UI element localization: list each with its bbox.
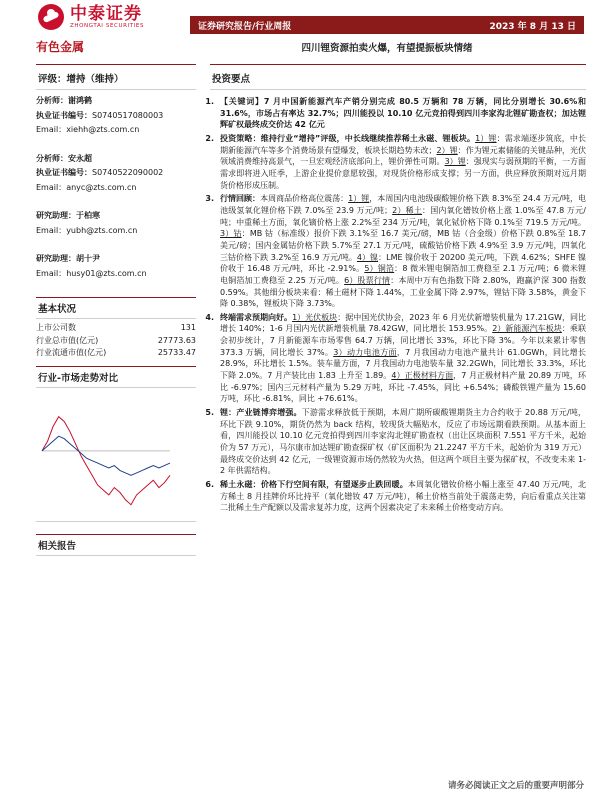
basic-status-value: 25733.47 bbox=[157, 348, 196, 357]
analyst-role: 分析师： bbox=[36, 153, 68, 163]
point-subheading: 4）正极材料方面 bbox=[391, 371, 454, 381]
point-subheading: 3）动力电池方面 bbox=[333, 347, 397, 357]
analyst-name: 安永超 bbox=[68, 153, 92, 163]
report-banner bbox=[190, 16, 584, 34]
basic-status-table bbox=[36, 319, 196, 360]
investment-point bbox=[202, 479, 586, 514]
analyst-cert-line bbox=[36, 166, 196, 181]
analyst-list bbox=[36, 90, 196, 291]
basic-status-label: 行业总市值(亿元) bbox=[36, 335, 99, 345]
sidebar bbox=[36, 64, 196, 556]
basic-status-title: 基本状况 bbox=[36, 297, 196, 319]
analyst-spacer bbox=[36, 195, 196, 205]
point-text bbox=[220, 193, 586, 310]
analyst-cert-number: S0740517080003 bbox=[92, 110, 164, 120]
market-trend-chart bbox=[36, 394, 196, 522]
point-number: 3. bbox=[205, 194, 214, 204]
point-number: 1. bbox=[205, 97, 214, 106]
point-bold-text: 终端需求预期向好。 bbox=[220, 312, 293, 322]
point-number: 5. bbox=[205, 408, 214, 418]
analyst-cert-number: S0740522090002 bbox=[92, 168, 164, 177]
investment-point bbox=[202, 193, 586, 310]
analyst-cert-label: 执业证书编号： bbox=[36, 110, 92, 120]
trend-series-line-1 bbox=[42, 416, 170, 504]
basic-status-label: 行业流通市值(亿元) bbox=[36, 348, 107, 357]
point-number: 2. bbox=[205, 133, 214, 143]
point-subheading: 2）新能源汽车板块 bbox=[492, 324, 562, 334]
basic-status-row bbox=[36, 347, 196, 360]
logo-name-en: ZHONGTAI SECURITIES bbox=[70, 22, 145, 29]
point-bold-text: 稀土永磁：价格下行空间有限，有望逐步止跌回暖。 bbox=[220, 480, 408, 489]
basic-status-value: 27773.63 bbox=[157, 335, 196, 345]
point-body-text: ：乘联会初步统计，7 月新能源车市场零售 64.7 万辆，同比增长 33%，环比下降 3%。今年以来累计零售 373.3 万辆，同比增长 37%。 bbox=[220, 324, 586, 357]
point-subheading: 5）铜箔 bbox=[364, 264, 395, 274]
related-reports-title: 相关报告 bbox=[36, 534, 196, 556]
point-subheading: 2）稀土 bbox=[392, 205, 423, 215]
point-subheading: 1）锂 bbox=[348, 194, 370, 204]
analyst-spacer bbox=[36, 238, 196, 248]
report-headline: 四川锂资源拍卖火爆，有望提振板块情绪 bbox=[301, 43, 473, 54]
point-subheading: 6）股票行情 bbox=[344, 275, 391, 285]
analyst-cert-line bbox=[36, 109, 196, 124]
basic-status-label: 上市公司数 bbox=[36, 323, 76, 332]
point-subheading: 4）镍 bbox=[356, 252, 379, 262]
analyst-cert-label: 执业证书编号： bbox=[36, 168, 92, 177]
investment-points-title: 投资要点 bbox=[210, 64, 586, 90]
point-body-text: 下游需求释放低于预期，本周广期所碳酸锂期货主力合约收于 20.88 万元/吨，环比下跌 9.10%，期货仍然为 back 结构，较现货大幅贴水，反应了市场远期看跌预期。从基本面上看，四川能投以 10.10 亿元竞拍得到四川李家沟北锂矿勘查权（出让区块面积 7.551 平方千米，起始价为 57 万元），马尔康市加达锂矿勘查探矿权（矿区面积为 21.2247 平方千米，起始价为 319 万元）最终成交价达到 42 亿元，一级锂资源市场仍然较为火热，但这两个项目主要为探矿权，不改变未来 1-2 年供需结构。 bbox=[220, 408, 586, 476]
point-subheading: 3）锂 bbox=[444, 157, 466, 167]
analyst-block bbox=[36, 205, 196, 238]
point-body-text: ：8 微米锂电铜箔加工费稳至 2.1 万元/吨；6 微米锂电铜箔加工费稳至 2.25 万元/吨。 bbox=[220, 264, 586, 285]
point-text bbox=[220, 479, 586, 514]
point-body-text: ：强现实与弱预期的平衡，一方面需求即将进入旺季，上游企业提价意愿较强，对现货价格形成支撑；另一方面，供应释放预期对远月期货价格形成压制。 bbox=[220, 157, 586, 190]
analyst-name-line bbox=[36, 209, 196, 224]
analyst-email: Email：husy01@zts.com.cn bbox=[36, 268, 147, 278]
disclaimer-footer: 请务必阅读正文之后的重要声明部分 bbox=[447, 781, 584, 791]
point-bold-text: 行情回顾： bbox=[220, 194, 261, 204]
investment-point bbox=[202, 133, 586, 191]
basic-status-value: 131 bbox=[180, 323, 196, 332]
analyst-name: 胡十尹 bbox=[76, 254, 100, 263]
analyst-block bbox=[36, 90, 196, 138]
point-body-text: ：LME 镍价收于 20200 美元/吨，下跌 4.62%；SHFE 镍价收于 16.48 万元/吨，环比 -2.91%。 bbox=[220, 252, 587, 274]
basic-status-row bbox=[36, 335, 196, 348]
point-bold-text: 锂：产业链博弈增强。 bbox=[220, 408, 302, 418]
analyst-spacer bbox=[36, 281, 196, 291]
point-body-text: ：MB 钴（标准级）报价下跌 3.1%至 16.7 美元/磅，MB 钴（合金级）价格下跌 0.8%至 18.7 美元/磅；国内金属钴价格下跌 5.7%至 27.1 万元/吨，硫酸钴价格下跌 4.9%至 3.9 万元/吨，四氧化三钴价格下跌 3.2%至 16.9 万元/吨。 bbox=[220, 229, 586, 262]
point-body-text: ，7 月正极材料产量 20.89 万吨，环比 -6.97%；国内三元材料产量为 5.29 万吨，环比 -7.45%，同比 +6.54%；磷酸铁锂产量为 15.60 万吨，环比 -6.81%，同比 +76.61%。 bbox=[220, 371, 586, 404]
analyst-email: Email：xiehh@zts.com.cn bbox=[36, 125, 140, 134]
sector-name: 有色金属 bbox=[36, 40, 85, 54]
analyst-spacer bbox=[36, 138, 196, 148]
point-subheading: 1）锂 bbox=[475, 133, 497, 143]
trend-chart-svg bbox=[36, 394, 196, 522]
point-text bbox=[220, 133, 586, 191]
report-date: 2023 年 8 月 13 日 bbox=[489, 21, 576, 32]
analyst-block bbox=[36, 148, 196, 196]
point-text bbox=[220, 312, 586, 405]
analyst-role: 研究助理： bbox=[36, 254, 76, 263]
point-body-text: ：需求端逐步筑底，中长期新能源汽车等多个消费场景有望爆发，板块长期趋势未改； bbox=[220, 133, 587, 155]
point-subheading: 3）钴 bbox=[220, 229, 242, 239]
point-body-text: ，7 月我国动力电池产量共计 61.0GWh，同比增长 28.9%，环比增长 1.5%。装车量方面，7 月我国动力电池装车量 32.2GWh，同比增长 33.3%，环比下降 2.0%。7 月产装比由 1.83 上升至 1.89。 bbox=[220, 347, 586, 381]
industry-rating: 评级：增持（维持） bbox=[36, 64, 196, 90]
analyst-role: 研究助理： bbox=[36, 211, 76, 220]
point-body-text: ，本周国内电池级碳酸锂价格下跌 8.3%至 24.4 万元/吨，电池级氢氧化锂价格下跌 7.0%至 23.9 万元/吨； bbox=[220, 194, 587, 215]
basic-status-row bbox=[36, 322, 196, 335]
logo-emblem-icon bbox=[38, 4, 64, 30]
point-subheading: 1）光伏板块 bbox=[292, 312, 338, 322]
point-bold-text: 投资策略：维持行业“增持”评级，中长线继续推荐稀土永磁、锂板块。 bbox=[220, 133, 476, 143]
market-trend-title: 行业-市场走势对比 bbox=[36, 366, 196, 388]
company-logo bbox=[38, 4, 144, 30]
point-bold-text: 【关键词】7 月中国新能源汽车产销分别完成 80.5 万辆和 78 万辆，同比分别增长 30.6%和 31.6%，市场占有率达 32.7%；四川能投以 10.10 亿元竞拍得到四川李家沟北锂矿勘查权；加达锂辉矿权最终成交价达 42 亿元 bbox=[220, 97, 586, 130]
investment-point bbox=[202, 312, 586, 405]
point-number: 4. bbox=[205, 312, 214, 322]
investment-points-list bbox=[202, 96, 586, 514]
logo-name-cn: 中泰证券 bbox=[70, 3, 142, 24]
analyst-block bbox=[36, 248, 196, 281]
point-body-text: ：据中国光伏协会，2023 年 6 月光伏新增装机量为 17.21GW，同比增长 140%；1-6 月国内光伏新增装机量 78.42GW，同比增长 153.95%。 bbox=[220, 312, 587, 334]
analyst-name-line bbox=[36, 252, 196, 267]
trend-series-line-2 bbox=[42, 436, 170, 475]
analyst-name: 于柏寒 bbox=[76, 211, 100, 220]
point-body-text: ：作为锂元素储能的关键品种，光伏领域消费维持高景气，一旦宏观经济底部向上，锂价弹性可期。 bbox=[220, 145, 587, 167]
analyst-role: 分析师： bbox=[36, 96, 68, 105]
analyst-email: Email：anyc@zts.com.cn bbox=[36, 182, 137, 192]
report-type: 证券研究报告/行业周报 bbox=[198, 21, 292, 32]
point-text bbox=[220, 407, 586, 477]
point-body-text: ：国内氧化镨钕价格上涨 1.0%至 47.8 万元/吨；中重稀土方面，氧化镝价格上涨 2.2%至 234 万元/吨，氧化铽价格下降 0.1%至 719.5 万元/吨。 bbox=[220, 205, 586, 227]
analyst-name-line bbox=[36, 94, 196, 109]
point-body-text: 本周商品价格高位震荡： bbox=[260, 194, 349, 204]
point-text bbox=[220, 96, 586, 131]
investment-point bbox=[202, 96, 586, 131]
point-subheading: 2）锂 bbox=[436, 145, 458, 155]
investment-point bbox=[202, 407, 586, 477]
analyst-email: Email：yubh@zts.com.cn bbox=[36, 225, 138, 235]
analyst-name: 谢鸿鹤 bbox=[68, 96, 92, 105]
analyst-name-line bbox=[36, 152, 196, 167]
page-header bbox=[0, 0, 600, 60]
point-body-text: ：本周中万有色指数下降 2.80%，跑赢沪深 300 指数 0.59%。其他细分板块来看：稀土磁材下降 1.44%，工业金属下降 2.97%，锂钴下降 3.58%，黄金下降 0.38%，锂板块下降 3.73%。 bbox=[220, 275, 586, 309]
main-content bbox=[202, 64, 586, 516]
point-body-text: 本周氧化镨钕价格小幅上涨至 47.40 万元/吨，北方稀土 8 月挂牌价环比持平（氧化镨钕 47 万元/吨），稀土价格当前处于震荡走势，向后看重点关注第二批稀土生产配额以及需求复苏力度，这两个因素决定了未来稀土价格变动方向。 bbox=[220, 480, 587, 513]
point-number: 6. bbox=[205, 480, 214, 489]
